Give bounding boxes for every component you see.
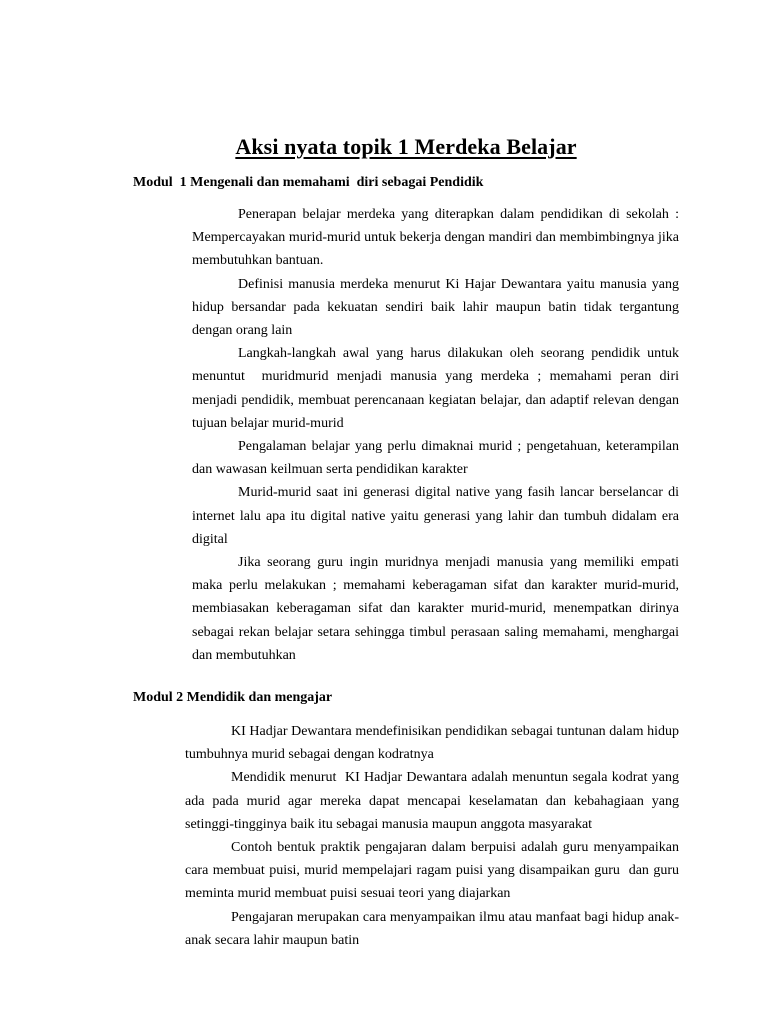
module-1-body (192, 203, 683, 667)
module-2-paragraph: KI Hadjar Dewantara mendefinisikan pendidikan sebagai tuntunan dalam hidup tumbuhnya murid sebagai dengan kodratnya (185, 724, 683, 763)
module-1-paragraph: Penerapan belajar merdeka yang diterapkan dalam pendidikan di sekolah : Mempercayakan murid-murid untuk bekerja dengan mandiri dan membimbingnya jika membutuhkan bantuan. (192, 207, 683, 269)
module-2-paragraph: Contoh bentuk praktik pengajaran dalam berpuisi adalah guru menyampaikan cara membuat puisi, murid mempelajari ragam puisi yang disampaikan guru dan guru meminta murid membuat puisi sesuai teori yang diajarkan (185, 840, 683, 902)
document-title: Aksi nyata topik 1 Merdeka Belajar (235, 134, 577, 159)
module-1-paragraph: Jika seorang guru ingin muridnya menjadi manusia yang memiliki empati maka perlu melakukan ; memahami keberagaman sifat dan karakter murid-murid, membiasakan keberagaman sifat dan karakter murid-murid, menempatkan dirinya sebagai rekan belajar setara sehingga timbul perasaan saling memahami, menghargai dan membutuhkan (192, 555, 683, 663)
module-1-paragraph: Pengalaman belajar yang perlu dimaknai murid ; pengetahuan, keterampilan dan wawasan keilmuan serta pendidikan karakter (192, 439, 683, 478)
module-1-paragraph: Definisi manusia merdeka menurut Ki Hajar Dewantara yaitu manusia yang hidup bersandar pada kekuatan sendiri baik lahir maupun batin tidak tergantung dengan orang lain (192, 276, 683, 339)
module-2-paragraph: Mendidik menurut KI Hadjar Dewantara adalah menuntun segala kodrat yang ada pada murid agar mereka dapat mencapai keselamatan dan kebahagiaan yang setinggi-tingginya baik itu sebagai manusia maupun anggota masyarakat (185, 770, 683, 832)
module-2-paragraph: Pengajaran merupakan cara menyampaikan ilmu atau manfaat bagi hidup anak-anak secara lahir maupun batin (185, 909, 679, 948)
module-1-heading: Modul 1 Mengenali dan memahami diri sebagai Pendidik (133, 175, 484, 190)
module-2-body (185, 720, 683, 952)
module-1-paragraph: Murid-murid saat ini generasi digital native yang fasih lancar berselancar di internet lalu apa itu digital native yaitu generasi yang lahir dan tumbuh didalam era digital (192, 485, 683, 547)
module-1-paragraph: Langkah-langkah awal yang harus dilakukan oleh seorang pendidik untuk menuntut muridmurid menjadi manusia yang merdeka ; memahami peran diri menjadi pendidik, membuat perencanaan kegiatan belajar, dan adaptif relevan dengan tujuan belajar murid-murid (192, 346, 683, 431)
module-2-heading: Modul 2 Mendidik dan mengajar (133, 690, 333, 705)
